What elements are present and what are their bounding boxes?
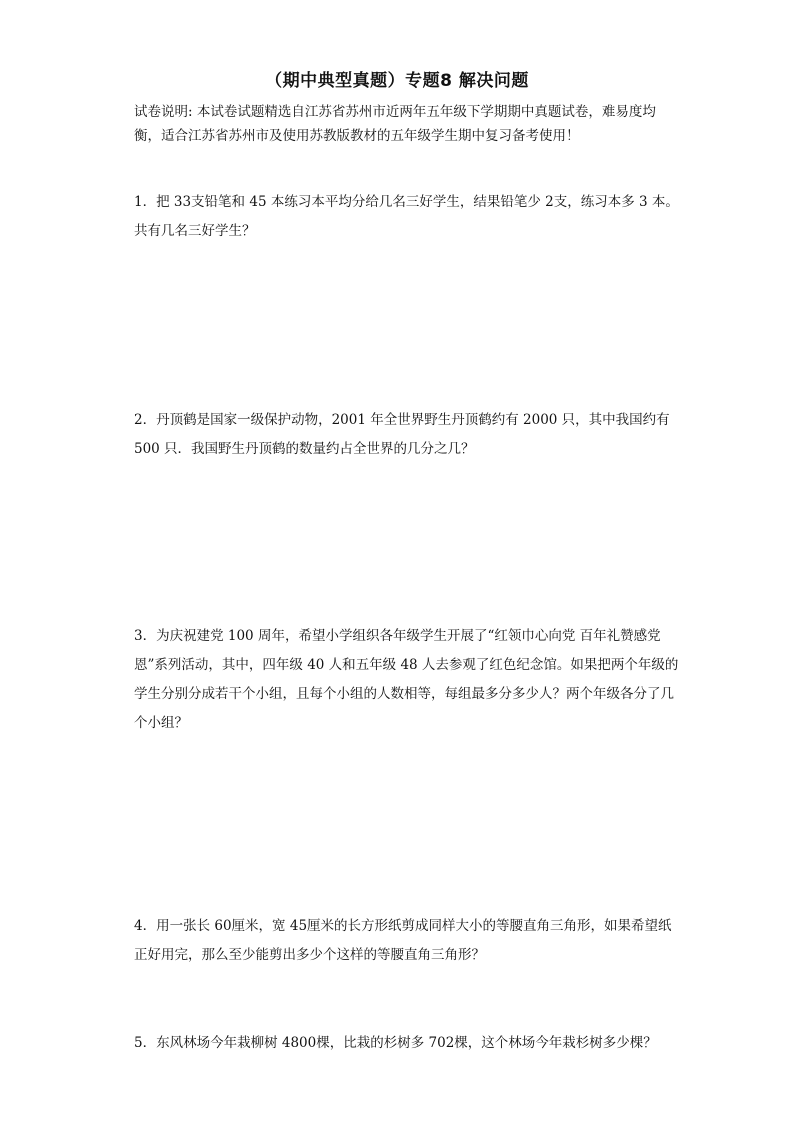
question-3: 3．为庆祝建党 100 周年，希望小学组织各年级学生开展了“红领巾心向党 百年礼赞感党恩”系列活动，其中，四年级 40 人和五年级 48 人去参观了红色纪念馆。如果把两个年级的学生分别分成若干个小组，且每个小组的人数相等，每组最多分多少人？两个年级各分了几个小组？ [134,628,679,731]
question-4: 4．用一张长 60厘米，宽 45厘米的长方形纸剪成同样大小的等腰直角三角形，如果希望纸正好用完，那么至少能剪出多少个这样的等腰直角三角形？ [134,918,672,963]
exam-description: 试卷说明: 本试卷试题精选自江苏省苏州市近两年五年级下学期期中真题试卷，难易度均衡，适合江苏省苏州市及使用苏教版教材的五年级学生期中复习备考使用！ [134,104,656,144]
question-1: 1．把 33支铅笔和 45 本练习本平均分给几名三好学生，结果铅笔少 2支，练习本多 3 本。共有几名三好学生？ [134,194,679,239]
page-title: （期中典型真题）专题8 解决问题 [265,71,529,91]
question-5: 5．东风林场今年栽柳树 4800棵，比栽的杉树多 702棵，这个林场今年栽杉树多少棵？ [134,1035,657,1051]
question-2: 2．丹顶鹤是国家一级保护动物，2001 年全世界野生丹顶鹤约有 2000 只，其中我国约有 500 只．我国野生丹顶鹤的数量约占全世界的几分之几？ [134,412,670,457]
